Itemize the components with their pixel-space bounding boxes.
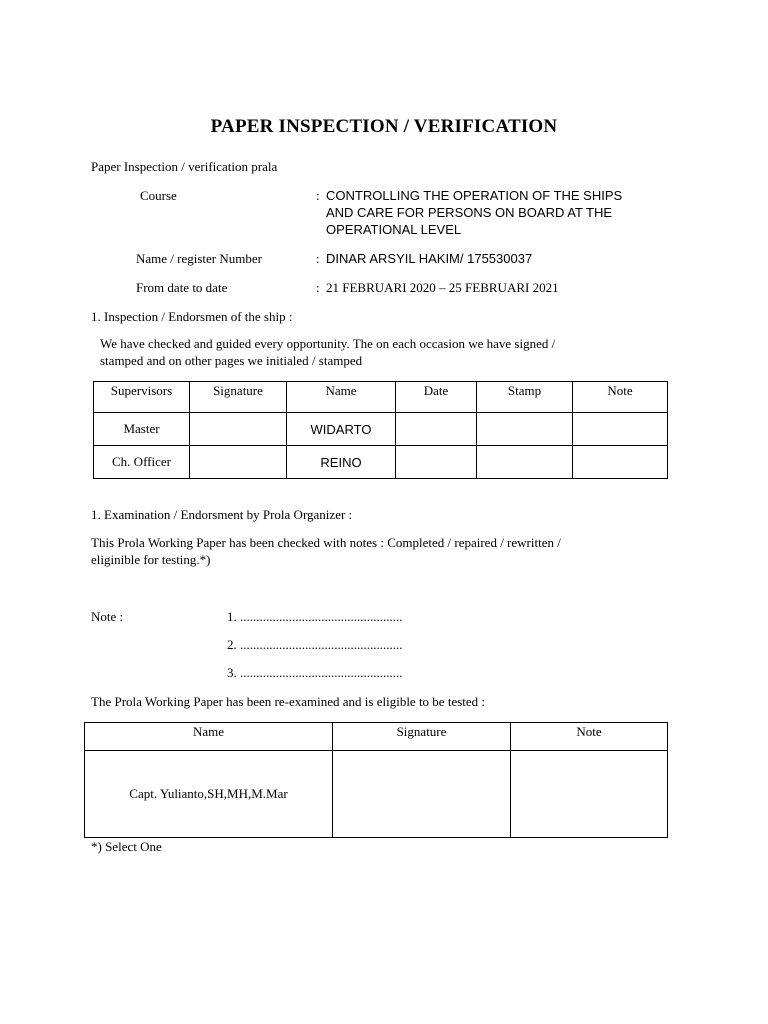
page-title: PAPER INSPECTION / VERIFICATION — [210, 116, 558, 137]
name-register-separator: : — [316, 251, 320, 266]
section-1-heading: 1. Inspection / Endorsmen of the ship : — [91, 309, 293, 324]
section-2-text-line-1: This Prola Working Paper has been checked with notes : Completed / repaired / rewritten / — [91, 535, 561, 550]
column-header-signature: Signature — [333, 723, 511, 751]
column-header-name: Name — [287, 382, 396, 413]
note-label: Note : — [91, 609, 124, 624]
column-header-name: Name — [85, 723, 333, 751]
date-range-label: From date to date — [136, 280, 228, 295]
table-row — [94, 413, 668, 446]
name-register-value: DINAR ARSYIL HAKIM/ 175530037 — [326, 251, 533, 266]
column-header-note: Note — [573, 382, 668, 413]
column-header-signature: Signature — [190, 382, 287, 413]
reexam-text: The Prola Working Paper has been re-examined and is eligible to be tested : — [91, 694, 486, 709]
footnote: *) Select One — [91, 839, 162, 854]
section-1-text-line-1: We have checked and guided every opportunity. The on each occasion we have signed / — [100, 336, 556, 351]
note-cell — [573, 413, 668, 446]
section-2-text-line-2: eliginible for testing.*) — [91, 552, 211, 567]
supervisor-cell: Master — [94, 413, 190, 446]
note-line-2: 2. .................................................. — [227, 637, 403, 652]
course-value-line-3: OPERATIONAL LEVEL — [326, 222, 462, 237]
name-cell: REINO — [287, 446, 396, 479]
name-register-label: Name / register Number — [136, 251, 262, 266]
note-line-3: 3. .................................................. — [227, 665, 403, 680]
note-line-1: 1. .................................................. — [227, 609, 403, 624]
supervisors-table — [93, 381, 668, 479]
date-cell — [396, 446, 477, 479]
name-cell: WIDARTO — [287, 413, 396, 446]
course-separator: : — [316, 188, 320, 203]
table-header-row — [94, 382, 668, 413]
document-subtitle: Paper Inspection / verification prala — [91, 159, 278, 174]
table-row — [94, 446, 668, 479]
section-1-text-line-2: stamped and on other pages we initialed / stamped — [100, 353, 363, 368]
supervisor-cell: Ch. Officer — [94, 446, 190, 479]
course-value-line-1: CONTROLLING THE OPERATION OF THE SHIPS — [326, 188, 623, 203]
course-value-line-2: AND CARE FOR PERSONS ON BOARD AT THE — [326, 205, 613, 220]
note-cell — [573, 446, 668, 479]
column-header-date: Date — [396, 382, 477, 413]
table-row — [85, 751, 668, 838]
note-cell — [511, 751, 668, 838]
examiner-table — [84, 722, 668, 838]
section-2-heading: 1. Examination / Endorsment by Prola Organizer : — [91, 507, 353, 522]
date-cell — [396, 413, 477, 446]
signature-cell — [333, 751, 511, 838]
examiner-name-cell: Capt. Yulianto,SH,MH,M.Mar — [85, 751, 333, 838]
date-range-separator: : — [316, 280, 320, 295]
stamp-cell — [477, 446, 573, 479]
column-header-supervisors: Supervisors — [94, 382, 190, 413]
table-header-row — [85, 723, 668, 751]
column-header-stamp: Stamp — [477, 382, 573, 413]
course-label: Course — [140, 188, 177, 203]
signature-cell — [190, 413, 287, 446]
column-header-note: Note — [511, 723, 668, 751]
date-range-value: 21 FEBRUARI 2020 – 25 FEBRUARI 2021 — [326, 280, 559, 295]
signature-cell — [190, 446, 287, 479]
stamp-cell — [477, 413, 573, 446]
